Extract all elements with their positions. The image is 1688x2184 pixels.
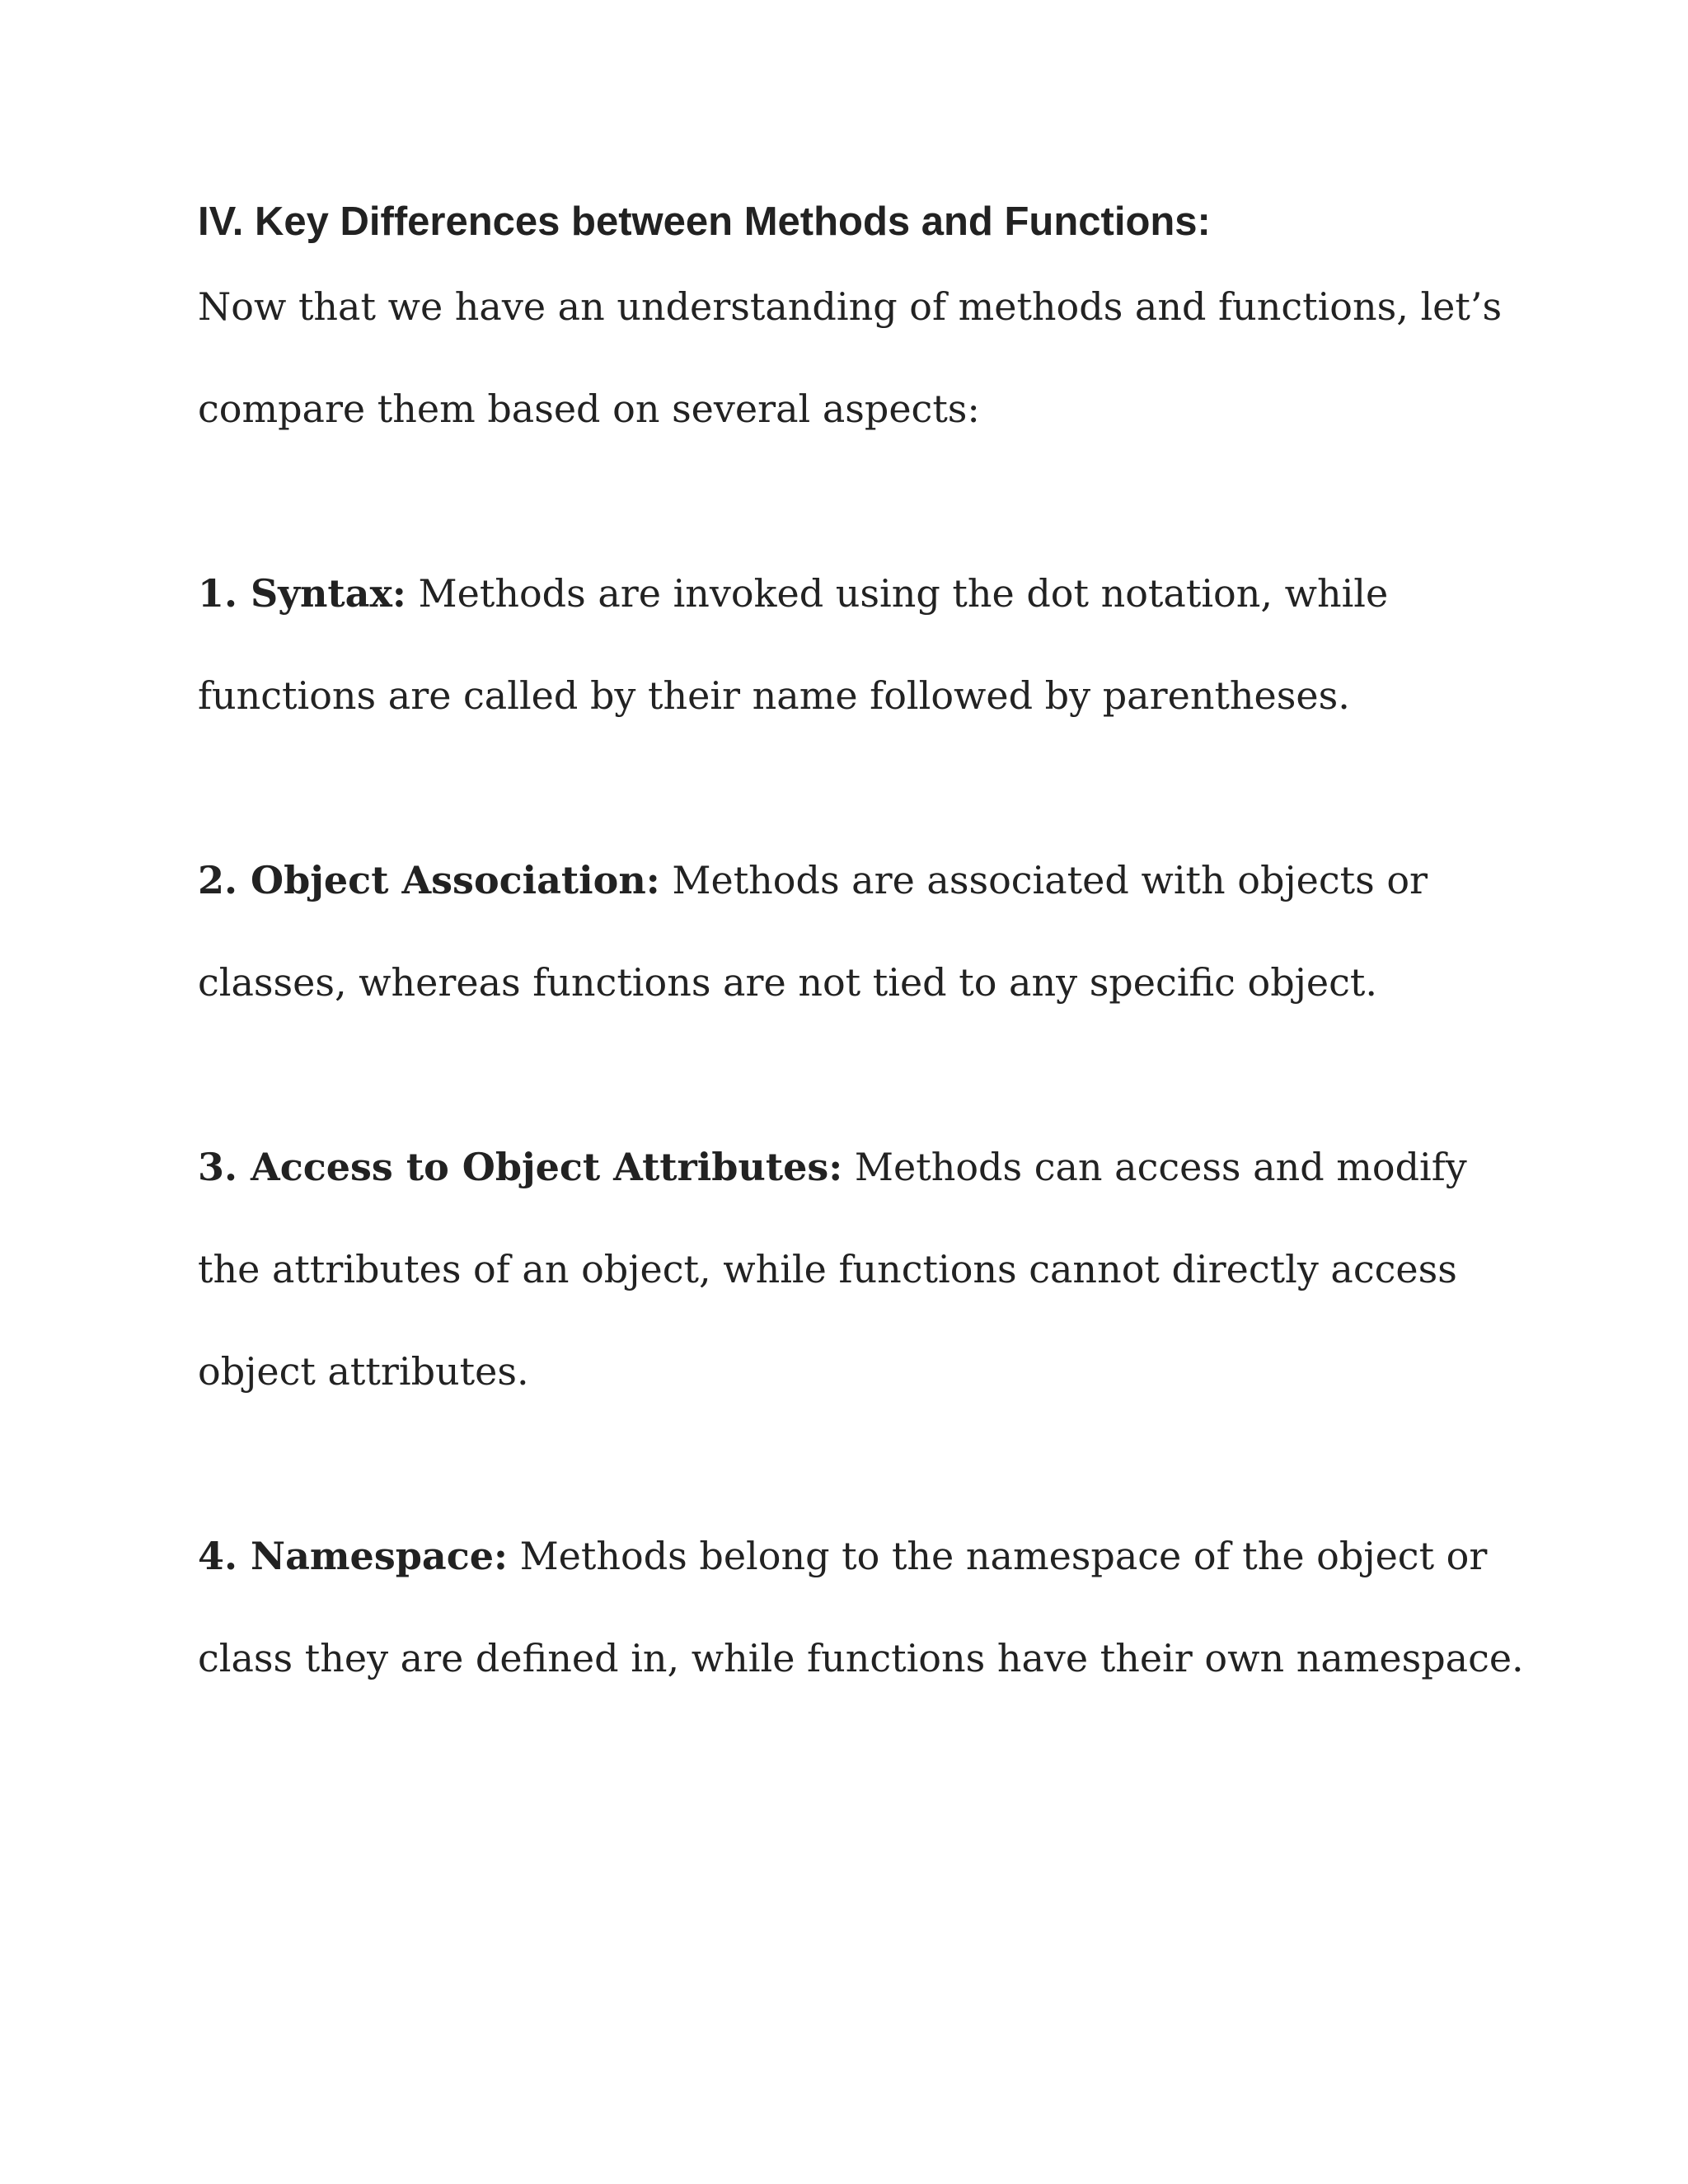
item-term: 2. Object Association: (198, 858, 660, 902)
item-text: Methods can access and modify the attributes of an object, while functions cannot directly access object attributes. (198, 1145, 1467, 1394)
item-text: Methods belong to the namespace of the object or class they are defined in, while functions have their own namespace. (198, 1534, 1524, 1680)
item-term: 1. Syntax: (198, 571, 406, 616)
difference-item-object-association (198, 829, 1533, 1033)
item-term: 3. Access to Object Attributes: (198, 1145, 843, 1189)
difference-item-namespace (198, 1505, 1533, 1709)
item-text: Methods are invoked using the dot notation, while functions are called by their name followed by parentheses. (198, 571, 1389, 718)
difference-item-access-attributes (198, 1116, 1533, 1422)
intro-paragraph: Now that we have an understanding of methods and functions, let’s compare them based on several aspects: (198, 284, 1503, 431)
document-content (198, 196, 1533, 1709)
item-text: Methods are associated with objects or classes, whereas functions are not tied to any specific object. (198, 858, 1428, 1005)
item-term: 4. Namespace: (198, 1534, 508, 1578)
difference-item-syntax (198, 542, 1533, 747)
section-heading: IV. Key Differences between Methods and Functions: (198, 199, 1211, 244)
